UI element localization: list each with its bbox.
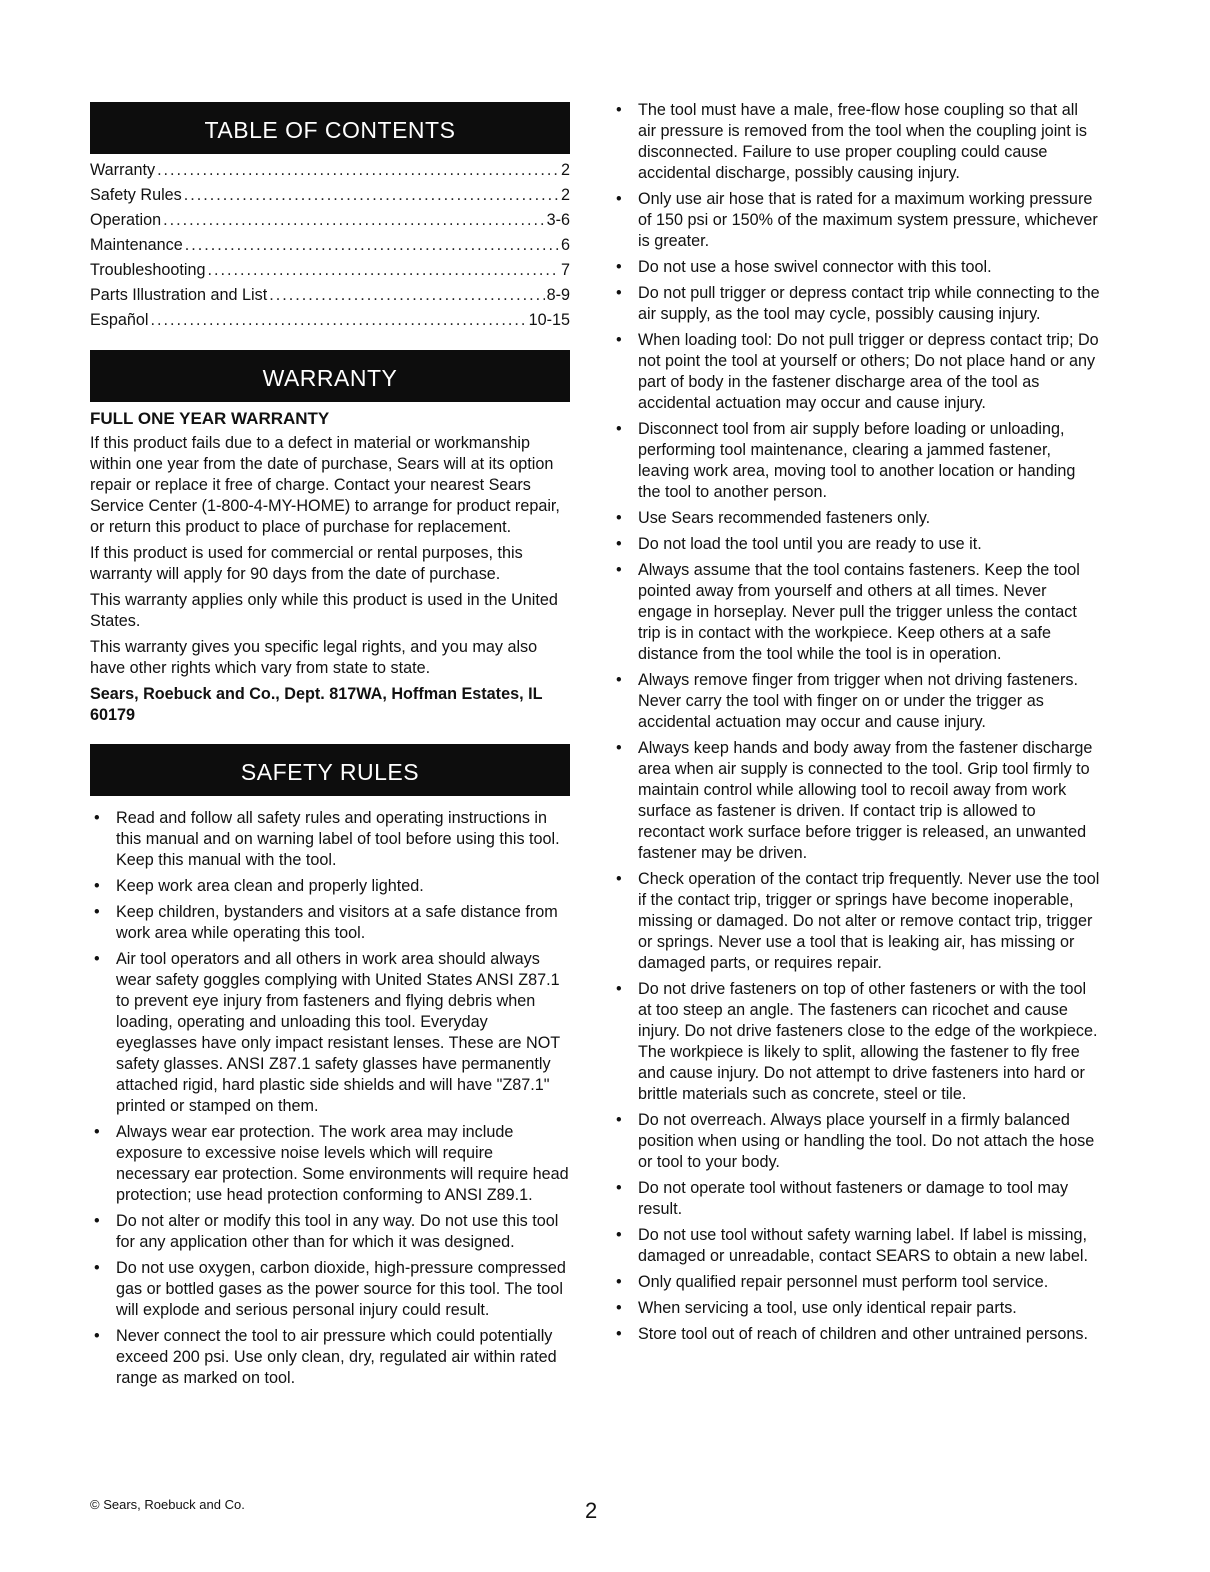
safety-rule: • Always remove finger from trigger when not driving fasteners. Never carry the tool with finger on or under the trigger as accidental actuation may occur and cause injury. bbox=[612, 670, 1100, 733]
toc-entry[interactable] bbox=[90, 233, 570, 258]
safety-rule: • Keep work area clean and properly lighted. bbox=[90, 876, 570, 897]
warranty-heading: WARRANTY bbox=[262, 365, 398, 391]
safety-list-right bbox=[612, 100, 1100, 1345]
toc-leader bbox=[163, 208, 545, 233]
toc-leader bbox=[269, 283, 544, 308]
warranty-paragraph: If this product is used for commercial or rental purposes, this warranty will apply for 90 days from the date of purchase. bbox=[90, 544, 523, 583]
toc-entry-page: 8-9 bbox=[546, 286, 570, 304]
safety-rule: • Do not alter or modify this tool in any way. Do not use this tool for any application other than for which it was designed. bbox=[90, 1211, 570, 1253]
safety-rule: • Use Sears recommended fasteners only. bbox=[612, 508, 1100, 529]
warranty-banner bbox=[90, 350, 570, 402]
toc-leader bbox=[151, 308, 527, 333]
safety-list-left bbox=[90, 808, 570, 1389]
page-number: 2 bbox=[585, 1498, 598, 1523]
safety-rule: • When servicing a tool, use only identical repair parts. bbox=[612, 1298, 1100, 1319]
safety-rule: • Check operation of the contact trip frequently. Never use the tool if the contact trip, trigger or springs have become inoperable, missing or damaged. Do not alter or remove contact trip, trigger or springs. Never use a tool that is leaking air, has missing or damaged parts, or requires repair. bbox=[612, 869, 1100, 974]
safety-rule: • Read and follow all safety rules and operating instructions in this manual and on warning label of tool before using this tool. Keep this manual with the tool. bbox=[90, 808, 570, 871]
left-column bbox=[90, 0, 570, 1394]
safety-heading: SAFETY RULES bbox=[240, 759, 420, 785]
safety-rule: • Keep children, bystanders and visitors at a safe distance from work area while operating this tool. bbox=[90, 902, 570, 944]
safety-rule: • Only use air hose that is rated for a maximum working pressure of 150 psi or 150% of the maximum system pressure, whichever is greater. bbox=[612, 189, 1100, 252]
warranty-paragraph: This warranty applies only while this product is used in the United States. bbox=[90, 591, 558, 630]
toc-entry[interactable] bbox=[90, 308, 570, 333]
safety-rule: • The tool must have a male, free-flow hose coupling so that all air pressure is removed from the tool when the coupling joint is disconnected. Failure to use proper coupling could cause accidental discharge, possibly causing injury. bbox=[612, 100, 1100, 184]
toc-entry-page: 2 bbox=[560, 186, 570, 204]
toc-entry[interactable] bbox=[90, 283, 570, 308]
toc-entry-label: Warranty bbox=[90, 161, 156, 179]
toc-banner bbox=[90, 102, 570, 154]
toc-entry-page: 3-6 bbox=[546, 211, 570, 229]
toc-entry-label: Maintenance bbox=[90, 236, 183, 254]
toc-entry-label: Troubleshooting bbox=[90, 261, 206, 279]
toc-entry[interactable] bbox=[90, 183, 570, 208]
toc-entry-page: 2 bbox=[560, 161, 570, 179]
toc-entry-label: Español bbox=[90, 311, 149, 329]
warranty-subheading: FULL ONE YEAR WARRANTY bbox=[90, 409, 330, 428]
safety-rule: • Always assume that the tool contains fasteners. Keep the tool pointed away from yourself and others at all times. Never engage in horseplay. Never pull the trigger unless the contact trip is in contact with the workpiece. Keep others at a safe distance from the tool while the tool is in operation. bbox=[612, 560, 1100, 665]
toc-leader bbox=[185, 233, 559, 258]
toc-leader bbox=[157, 158, 559, 183]
warranty-section bbox=[90, 408, 570, 726]
safety-rule: • Air tool operators and all others in work area should always wear safety goggles complying with United States ANSI Z87.1 to prevent eye injury from fasteners and flying debris when loading, operating and unloading this tool. Everyday eyeglasses have only impact resistant lenses. These are NOT safety glasses. ANSI Z87.1 safety glasses have permanently attached rigid, hard plastic side shields and will have "Z87.1" printed or stamped on them. bbox=[90, 949, 570, 1117]
toc-entry-page: 7 bbox=[560, 261, 570, 279]
toc-entry-label: Parts Illustration and List bbox=[90, 286, 268, 304]
toc-entry-page: 6 bbox=[560, 236, 570, 254]
toc-entry[interactable] bbox=[90, 158, 570, 183]
safety-rule: • Do not drive fasteners on top of other fasteners or with the tool at too steep an angle. The fasteners can ricochet and cause injury. Do not drive fasteners close to the edge of the workpiece. The workpiece is likely to split, allowing the fastener to fly free and cause injury. Do not attempt to drive fasteners into hard or brittle materials such as concrete, steel or tile. bbox=[612, 979, 1100, 1105]
safety-rule: • Store tool out of reach of children and other untrained persons. bbox=[612, 1324, 1100, 1345]
toc-leader bbox=[208, 258, 559, 283]
warranty-paragraph: This warranty gives you specific legal rights, and you may also have other rights which vary from state to state. bbox=[90, 638, 538, 677]
toc-entry[interactable] bbox=[90, 208, 570, 233]
safety-rule: • Disconnect tool from air supply before loading or unloading, performing tool maintenance, clearing a jammed fastener, leaving work area, moving tool to another location or handing the tool to another person. bbox=[612, 419, 1100, 503]
toc-leader bbox=[184, 183, 559, 208]
right-column bbox=[612, 100, 1100, 1350]
toc-entry-label: Operation bbox=[90, 211, 162, 229]
toc-entry[interactable] bbox=[90, 258, 570, 283]
safety-rule: • Do not overreach. Always place yourself in a firmly balanced position when using or handling the tool. Do not attach the hose or tool to your body. bbox=[612, 1110, 1100, 1173]
safety-rule: • Do not load the tool until you are ready to use it. bbox=[612, 534, 1100, 555]
warranty-paragraph: If this product fails due to a defect in material or workmanship within one year from the date of purchase, Sears will at its option repair or replace it free of charge. Contact your nearest Sears Service Center (1-800-4-MY-HOME) to arrange for product repair, or return this product to place of purchase for replacement. bbox=[90, 434, 560, 536]
toc-heading: TABLE OF CONTENTS bbox=[204, 117, 456, 143]
safety-rule: • Do not operate tool without fasteners or damage to tool may result. bbox=[612, 1178, 1100, 1220]
safety-rule: • Always keep hands and body away from the fastener discharge area when air supply is connected to the tool. Grip tool firmly to maintain control while allowing tool to recoil away from work surface as fastener is driven. If contact trip is allowed to recontact work surface before trigger is released, an unwanted fastener may be driven. bbox=[612, 738, 1100, 864]
safety-rule: • Do not use a hose swivel connector with this tool. bbox=[612, 257, 1100, 278]
safety-rule: • When loading tool: Do not pull trigger or depress contact trip; Do not point the tool at yourself or others; Do not place hand or any part of body in the fastener discharge area of the tool as accidental actuation may occur and cause injury. bbox=[612, 330, 1100, 414]
safety-banner bbox=[90, 744, 570, 796]
toc-entry-page: 10-15 bbox=[528, 311, 570, 329]
warranty-address: Sears, Roebuck and Co., Dept. 817WA, Hoffman Estates, IL 60179 bbox=[90, 685, 543, 724]
toc-entry-label: Safety Rules bbox=[90, 186, 182, 204]
safety-rule: • Do not use tool without safety warning label. If label is missing, damaged or unreadable, contact SEARS to obtain a new label. bbox=[612, 1225, 1100, 1267]
safety-rule: • Always wear ear protection. The work area may include exposure to excessive noise levels which will require necessary ear protection. Some environments will require head protection; use head protection conforming to ANSI Z89.1. bbox=[90, 1122, 570, 1206]
copyright: © Sears, Roebuck and Co. bbox=[90, 1497, 245, 1512]
safety-rule: • Never connect the tool to air pressure which could potentially exceed 200 psi. Use only clean, dry, regulated air within rated range as marked on tool. bbox=[90, 1326, 570, 1389]
safety-rule: • Only qualified repair personnel must perform tool service. bbox=[612, 1272, 1100, 1293]
toc-list bbox=[90, 158, 570, 333]
safety-rule: • Do not use oxygen, carbon dioxide, high-pressure compressed gas or bottled gases as the power source for this tool. The tool will explode and serious personal injury could result. bbox=[90, 1258, 570, 1321]
safety-rule: • Do not pull trigger or depress contact trip while connecting to the air supply, as the tool may cycle, possibly causing injury. bbox=[612, 283, 1100, 325]
